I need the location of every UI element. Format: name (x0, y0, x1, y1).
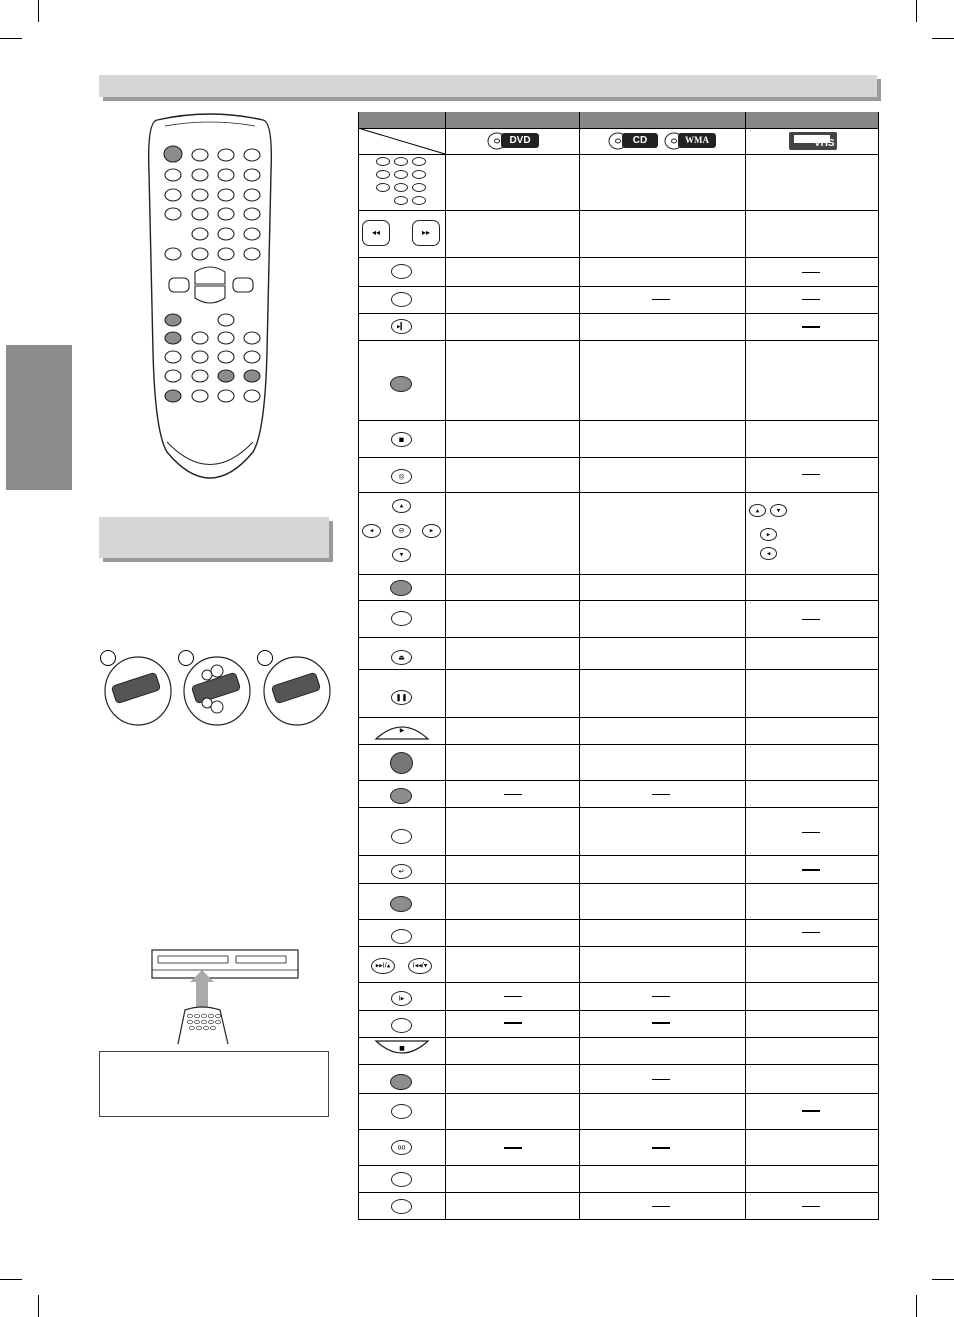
na-dash (504, 1147, 522, 1149)
timer-prog-button-icon (391, 1104, 412, 1119)
skip-ch-up-button-icon: ▸▸I/▴ (371, 958, 395, 974)
battery-icon (103, 655, 335, 727)
side-tab (6, 345, 72, 490)
crop-mark (0, 38, 22, 39)
play-button-icon (374, 719, 430, 741)
dvd-label: DVD (501, 133, 539, 148)
crop-mark (932, 38, 954, 39)
na-dash (802, 869, 820, 871)
setup-button-icon (391, 929, 412, 944)
na-dash (652, 1147, 670, 1149)
vhs-right-button-icon: ▸ (760, 528, 777, 541)
crop-mark (38, 1295, 39, 1317)
stop-button-icon (374, 1039, 430, 1061)
na-dash (802, 619, 820, 620)
power-button-icon (390, 752, 413, 774)
na-dash (802, 1110, 820, 1112)
svg-text:▶: ▶ (399, 727, 405, 734)
zoom-button-icon (391, 1199, 412, 1214)
open-close-button-icon: ⏏ (391, 650, 412, 665)
vhs-up-button-icon: ▴ (749, 504, 766, 517)
fast-forward-button-icon: ▸▸ (412, 220, 440, 246)
display-button-icon (390, 376, 412, 392)
na-dash (504, 794, 522, 795)
rewind-button-icon: ◂◂ (362, 220, 390, 246)
enter-button-icon: ⊖ (392, 524, 411, 538)
na-dash (802, 932, 820, 933)
vcr-unit-icon (150, 948, 300, 1046)
crop-mark (38, 0, 39, 22)
skip-ch-down-button-icon: I◂◂/▾ (408, 958, 432, 974)
title-button-icon (391, 1172, 412, 1187)
na-dash (652, 1206, 670, 1207)
vcr-button-icon: oo (391, 1140, 412, 1155)
left-button-icon: ◂ (362, 524, 381, 538)
subtitle-button-icon (390, 1074, 412, 1090)
na-dash (802, 1206, 820, 1207)
dvd-button-icon: ■ (391, 432, 412, 447)
na-dash (652, 794, 670, 795)
na-dash (652, 1079, 670, 1080)
na-dash (802, 832, 820, 833)
crop-mark (916, 0, 917, 22)
menu-button-icon (390, 580, 412, 596)
audio-button-icon (391, 264, 412, 279)
crop-mark (916, 1295, 917, 1317)
section-header-bar (99, 75, 877, 97)
header-diagonal (358, 128, 446, 155)
remote-control-icon (145, 112, 275, 502)
svg-text:■: ■ (399, 1045, 405, 1052)
speed-button-icon (391, 1018, 412, 1033)
button-function-table (358, 112, 879, 1220)
na-dash (802, 272, 820, 273)
search-mode-button-icon (390, 896, 412, 912)
na-dash (802, 326, 820, 328)
na-dash (504, 1022, 522, 1024)
number-buttons-icon (374, 157, 434, 207)
return-button-icon: ↵ (391, 864, 412, 879)
angle-button-icon: ◎ (391, 469, 412, 484)
skip-button-icon: ▸▎ (391, 319, 412, 334)
wma-label: WMA (678, 133, 716, 148)
right-button-icon: ▸ (422, 524, 441, 538)
vhs-left-button-icon: ◂ (760, 547, 777, 560)
na-dash (504, 996, 522, 997)
na-dash (652, 1022, 670, 1024)
na-dash (652, 299, 670, 300)
mode-button-icon (391, 611, 412, 626)
cd-label: CD (622, 133, 658, 148)
table-header-bar (358, 112, 879, 128)
crop-mark (932, 1279, 954, 1280)
na-dash (802, 474, 820, 475)
slow-button-icon: I▸ (391, 991, 412, 1006)
subsection-header-bar (99, 517, 329, 558)
pause-button-icon: ❚❚ (391, 690, 412, 705)
up-button-icon: ▴ (392, 499, 411, 513)
clear-button-icon (391, 292, 412, 307)
record-button-icon (390, 788, 412, 804)
crop-mark (0, 1279, 22, 1280)
down-button-icon: ▾ (392, 548, 411, 562)
vhs-label: VHS (814, 138, 835, 149)
na-dash (652, 996, 670, 997)
na-dash (802, 299, 820, 300)
vhs-down-button-icon: ▾ (770, 504, 787, 517)
note-box (99, 1051, 329, 1117)
repeat-button-icon (391, 829, 412, 844)
